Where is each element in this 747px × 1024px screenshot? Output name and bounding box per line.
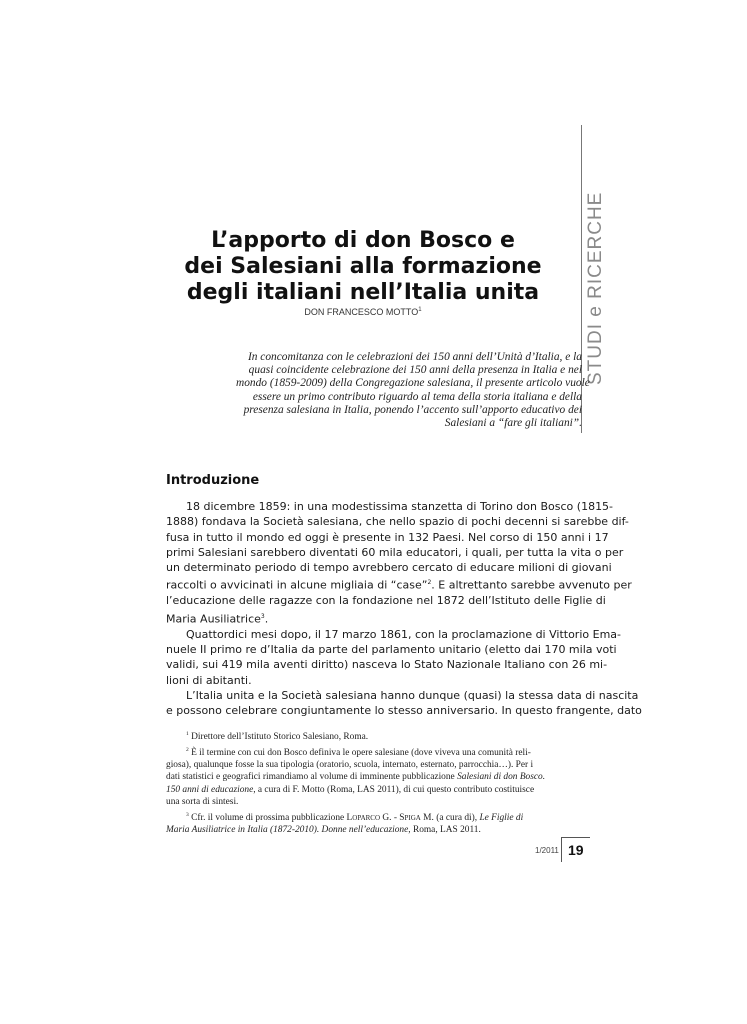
footnote-line [166, 771, 566, 783]
footnote-number: 3 [186, 811, 189, 818]
footnote-text: (a cura di), [433, 812, 480, 823]
body-text-span: Maria Ausiliatrice [166, 612, 261, 626]
author-names: Loparco G. - Spiga M. [346, 812, 434, 823]
body-line: 18 dicembre 1859: in una modestissima stanzetta di Torino don Bosco (1815- [186, 500, 614, 513]
book-title: Salesiani di don Bosco. [457, 772, 546, 783]
body-text-span: . E altrettanto sarebbe avvenuto per [431, 579, 632, 593]
body-line: l’educazione delle ragazze con la fondazione nel 1872 dell’Istituto delle Figlie di [166, 594, 606, 608]
body-line: un determinato periodo di tempo avrebbero cercato di educare milioni di giovani [166, 561, 612, 575]
footnote-ref: 2 [427, 579, 432, 587]
body-text-span: raccolti o avvicinati in alcune migliaia di “case” [166, 579, 428, 593]
body-line [166, 575, 632, 593]
footnote-3 [166, 809, 566, 825]
abstract-line: In concomitanza con le celebrazioni dei 150 anni dell’Unità d’Italia, e la [247, 351, 582, 363]
footnote-ref: 3 [260, 612, 265, 620]
section-rail-label: STUDI e RICERCHE [585, 191, 606, 385]
body-text [166, 499, 642, 718]
body-text-span: . [264, 612, 269, 626]
body-line: 1888) fondava la Società salesiana, che nello spazio di pochi decenni si sarebbe dif- [166, 515, 629, 529]
body-line: Quattordici mesi dopo, il 17 marzo 1861, con la proclamazione di Vittorio Ema- [186, 627, 621, 641]
author-name: DON FRANCESCO MOTTO [304, 307, 419, 317]
body-line: nuele II primo re d’Italia da parte del parlamento unitario (eletto dai 170 mila voti [166, 642, 617, 656]
body-line [166, 609, 566, 627]
issue-label: 1/2011 [535, 846, 559, 855]
book-title: Maria Ausiliatrice in Italia (1872-2010). Donne nell’educazione [166, 825, 409, 836]
page-number: 19 [568, 842, 584, 858]
footnote-line [166, 824, 566, 836]
footnote-text: , a cura di F. Motto (Roma, LAS 2011), di cui questo contributo costituisce [253, 784, 535, 795]
footnote-line [166, 784, 566, 796]
footnote-text: dati statistici e geografici rimandiamo al volume di imminente pubblicazione [166, 772, 458, 783]
book-title: Le Figlie di [479, 812, 524, 823]
footnote-text: , Roma, LAS 2011. [408, 825, 481, 836]
article-abstract [236, 351, 590, 430]
footnote-text: Cfr. il volume di prossima pubblicazione [191, 812, 347, 823]
footnote-line: una sorta di sintesi. [166, 797, 239, 808]
body-line: validi, sui 419 mila aventi diritto) nasceva lo Stato Nazionale Italiano con 26 mi- [166, 658, 608, 672]
body-line: primi Salesiani sarebbero diventati 60 mila educatori, i quali, per tutta la vita o per [166, 545, 624, 559]
title-line: degli italiani nell’Italia unita [186, 280, 540, 305]
abstract-line: mondo (1859-2009) della Congregazione salesiana, il presente articolo vuole [236, 377, 590, 390]
footnote-text: Direttore dell’Istituto Storico Salesiano, Roma. [191, 732, 369, 743]
abstract-line: essere un primo contributo riguardo al tema della storia italiana e della [252, 390, 582, 403]
body-line: e possono celebrare congiuntamente lo stesso anniversario. In questo frangente, dato [166, 704, 642, 718]
footnote-text: È il termine con cui don Bosco definiva le opere salesiane (dove viveva una comunità reli- [191, 747, 531, 758]
abstract-line: presenza salesiana in Italia, ponendo l’accento sull’apporto educativo dei [243, 403, 582, 416]
footnote-2 [166, 744, 566, 760]
footnote-1 [166, 728, 566, 744]
body-line: L’Italia unita e la Società salesiana hanno dunque (quasi) la stessa data di nascita [186, 688, 639, 702]
title-line: dei Salesiani alla formazione [184, 254, 542, 279]
footnote-number: 2 [186, 746, 189, 753]
abstract-line: quasi coincidente celebrazione dei 150 anni della presenza in Italia e nel [248, 364, 582, 377]
book-title: 150 anni di educazione [166, 784, 254, 795]
footnote-ref: 1 [418, 307, 422, 313]
article-title [160, 228, 566, 306]
footnote-number: 1 [186, 731, 189, 737]
title-line: L’apporto di don Bosco e [211, 228, 515, 253]
author-byline [240, 307, 486, 317]
footnote-line: giosa), qualunque fosse la sua tipologia (oratorio, scuola, internato, esternato, parrocchia…). Per i [166, 760, 534, 771]
body-line: lioni di abitanti. [166, 673, 252, 687]
body-line: fusa in tutto il mondo ed oggi è presente in 132 Paesi. Nel corso di 150 anni i 17 [166, 530, 609, 544]
footnotes [166, 728, 566, 837]
section-heading: Introduzione [166, 473, 260, 488]
abstract-line: Salesiani a “fare gli italiani”. [444, 417, 582, 430]
